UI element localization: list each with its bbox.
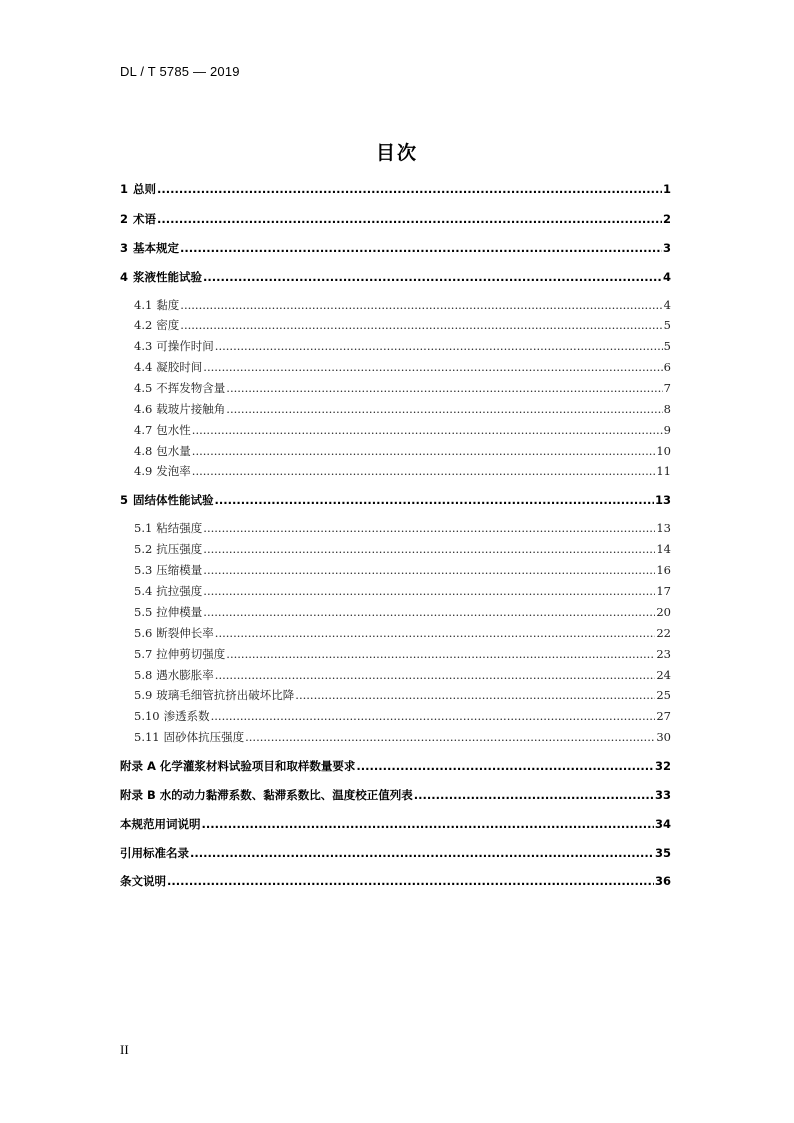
toc-entry-title: 包水性	[156, 423, 191, 437]
toc-entry-number: 5.1	[134, 521, 153, 535]
toc-entry-title: 断裂伸长率	[156, 626, 214, 640]
toc-entry[interactable]	[134, 666, 671, 684]
toc-entry-number: 5.2	[134, 542, 153, 556]
toc-entry-title: 附录 B 水的动力黏滞系数、黏滞系数比、温度校正值列表	[120, 788, 413, 802]
toc-entry-page: 34	[654, 817, 671, 831]
toc-entry-title: 引用标准名录	[120, 846, 189, 860]
toc-entry[interactable]	[134, 645, 671, 663]
toc-entry-page: 1	[662, 182, 671, 196]
toc-entry-title: 不挥发物含量	[156, 381, 226, 395]
toc-entry-title: 可操作时间	[156, 339, 214, 353]
toc-entry-number: 4	[120, 270, 129, 284]
toc-leader-dots	[203, 358, 662, 376]
toc-entry-title: 遇水膨胀率	[156, 668, 214, 682]
toc-entry-page: 11	[656, 464, 671, 478]
toc-entry-title: 抗压强度	[156, 542, 203, 556]
toc-entry-title: 总则	[133, 182, 157, 196]
toc-leader-dots	[203, 561, 655, 579]
toc-entry-title: 密度	[156, 318, 180, 332]
toc-entry-page: 27	[656, 709, 671, 723]
toc-entry[interactable]	[120, 844, 671, 862]
toc-leader-dots	[295, 686, 655, 704]
toc-leader-dots	[192, 442, 656, 460]
toc-entry[interactable]	[134, 561, 671, 579]
toc-leader-dots	[192, 421, 663, 439]
toc-entry-page: 33	[654, 788, 671, 802]
toc-entry-page: 5	[663, 318, 671, 332]
toc-entry[interactable]	[134, 421, 671, 439]
toc-entry-number: 5.4	[134, 584, 153, 598]
toc-entry-number: 4.3	[134, 339, 153, 353]
toc-entry-page: 16	[656, 563, 671, 577]
toc-entry[interactable]	[120, 491, 671, 509]
toc-entry[interactable]	[134, 540, 671, 558]
toc-entry-page: 20	[656, 605, 671, 619]
toc-entry-page: 22	[656, 626, 671, 640]
toc-entry[interactable]	[120, 815, 671, 833]
toc-entry-page: 7	[663, 381, 671, 395]
toc-entry-number: 1	[120, 182, 129, 196]
toc-entry-page: 3	[662, 241, 671, 255]
toc-entry-page: 8	[663, 402, 671, 416]
toc-entry-number: 4.6	[134, 402, 153, 416]
toc-entry[interactable]	[134, 296, 671, 314]
toc-entry-title: 发泡率	[156, 464, 191, 478]
toc-entry[interactable]	[134, 519, 671, 537]
page-number: II	[120, 1042, 129, 1057]
toc-entry-title: 本规范用词说明	[120, 817, 201, 831]
toc-entry-page: 25	[656, 688, 671, 702]
toc-entry-number: 5.11	[134, 730, 160, 744]
toc-leader-dots	[215, 337, 663, 355]
toc-leader-dots	[226, 379, 662, 397]
toc-entry-title: 玻璃毛细管抗挤出破坏比降	[156, 688, 295, 702]
toc-leader-dots	[202, 815, 654, 833]
toc-leader-dots	[414, 786, 654, 804]
toc-entry-number: 4.9	[134, 464, 153, 478]
toc-entry-title: 拉伸模量	[156, 605, 203, 619]
toc-entry[interactable]	[120, 210, 671, 228]
toc-entry-page: 6	[663, 360, 671, 374]
toc-entry[interactable]	[134, 400, 671, 418]
toc-leader-dots	[215, 624, 656, 642]
toc-leader-dots	[203, 519, 655, 537]
toc-leader-dots	[157, 210, 662, 228]
toc-entry-number: 5.8	[134, 668, 153, 682]
document-header: DL / T 5785 — 2019	[120, 64, 240, 79]
toc-entry[interactable]	[134, 442, 671, 460]
toc-entry[interactable]	[134, 358, 671, 376]
toc-entry[interactable]	[120, 757, 671, 775]
toc-entry-number: 5.9	[134, 688, 153, 702]
toc-entry-title: 拉伸剪切强度	[156, 647, 226, 661]
toc-entry-page: 14	[656, 542, 671, 556]
toc-entry-title: 载玻片接触角	[156, 402, 226, 416]
toc-entry-page: 9	[663, 423, 671, 437]
toc-entry-page: 32	[654, 759, 671, 773]
toc-entry[interactable]	[120, 786, 671, 804]
toc-entry-number: 5.6	[134, 626, 153, 640]
toc-entry-title: 附录 A 化学灌浆材料试验项目和取样数量要求	[120, 759, 356, 773]
toc-entry-page: 4	[662, 270, 671, 284]
toc-entry-number: 5.7	[134, 647, 153, 661]
toc-entry-number: 4.5	[134, 381, 153, 395]
toc-leader-dots	[215, 666, 656, 684]
toc-entry[interactable]	[134, 686, 671, 704]
toc-leader-dots	[167, 872, 654, 890]
toc-entry-title: 浆液性能试验	[133, 270, 203, 284]
toc-entry-page: 35	[654, 846, 671, 860]
toc-leader-dots	[215, 491, 654, 509]
toc-leader-dots	[203, 540, 655, 558]
toc-leader-dots	[211, 707, 656, 725]
toc-entry-number: 4.1	[134, 298, 153, 312]
toc-entry-title: 条文说明	[120, 874, 166, 888]
toc-entry-page: 17	[656, 584, 671, 598]
page-title: 目次	[375, 142, 418, 164]
toc-entry-title: 抗拉强度	[156, 584, 203, 598]
toc-entry[interactable]	[120, 268, 671, 286]
toc-entry[interactable]	[134, 582, 671, 600]
toc-entry-title: 黏度	[156, 298, 180, 312]
toc-leader-dots	[157, 180, 662, 198]
toc-leader-dots	[226, 645, 655, 663]
toc-entry-number: 3	[120, 241, 129, 255]
toc-entry-number: 5	[120, 493, 129, 507]
toc-entry[interactable]	[134, 337, 671, 355]
toc-entry-page: 4	[663, 298, 671, 312]
toc-entry-number: 5.3	[134, 563, 153, 577]
toc-entry-page: 24	[656, 668, 671, 682]
toc-entry[interactable]	[134, 316, 671, 334]
toc-entry[interactable]	[120, 180, 671, 198]
toc-entry-title: 凝胶时间	[156, 360, 203, 374]
toc-entry[interactable]	[134, 379, 671, 397]
toc-entry-number: 4.2	[134, 318, 153, 332]
toc-entry-page: 2	[662, 212, 671, 226]
toc-leader-dots	[192, 462, 656, 480]
toc-entry-title: 包水量	[156, 444, 191, 458]
toc-entry-page: 5	[663, 339, 671, 353]
toc-entry[interactable]	[120, 239, 671, 257]
toc-entry-number: 4.8	[134, 444, 153, 458]
toc-leader-dots	[203, 582, 655, 600]
toc-entry-number: 5.5	[134, 605, 153, 619]
toc-entry[interactable]	[134, 707, 671, 725]
toc-leader-dots	[180, 316, 662, 334]
toc-entry-title: 粘结强度	[156, 521, 203, 535]
toc-entry-number: 4.7	[134, 423, 153, 437]
toc-entry-title: 渗透系数	[163, 709, 210, 723]
toc-entry-page: 30	[656, 730, 671, 744]
toc-entry-page: 36	[654, 874, 671, 888]
toc-entry-title: 压缩模量	[156, 563, 203, 577]
toc-leader-dots	[203, 603, 655, 621]
toc-entry-number: 5.10	[134, 709, 160, 723]
toc-leader-dots	[180, 239, 662, 257]
toc-entry-number: 4.4	[134, 360, 153, 374]
toc-leader-dots	[356, 757, 654, 775]
toc-entry-page: 13	[654, 493, 671, 507]
toc-entry-number: 2	[120, 212, 129, 226]
toc-entry-page: 13	[656, 521, 671, 535]
toc-entry-title: 术语	[133, 212, 157, 226]
toc-entry-title: 基本规定	[133, 241, 180, 255]
toc-entry[interactable]	[134, 603, 671, 621]
toc-leader-dots	[226, 400, 662, 418]
toc-leader-dots	[190, 844, 654, 862]
toc-leader-dots	[203, 268, 662, 286]
toc-entry-title: 固结体性能试验	[133, 493, 214, 507]
toc-entry-page: 10	[656, 444, 671, 458]
toc-entry[interactable]	[120, 872, 671, 890]
toc-entry-page: 23	[656, 647, 671, 661]
toc-leader-dots	[245, 728, 655, 746]
toc-entry-title: 固砂体抗压强度	[163, 730, 245, 744]
toc-entry[interactable]	[134, 462, 671, 480]
toc-entry[interactable]	[134, 728, 671, 746]
toc-leader-dots	[180, 296, 662, 314]
toc-entry[interactable]	[134, 624, 671, 642]
